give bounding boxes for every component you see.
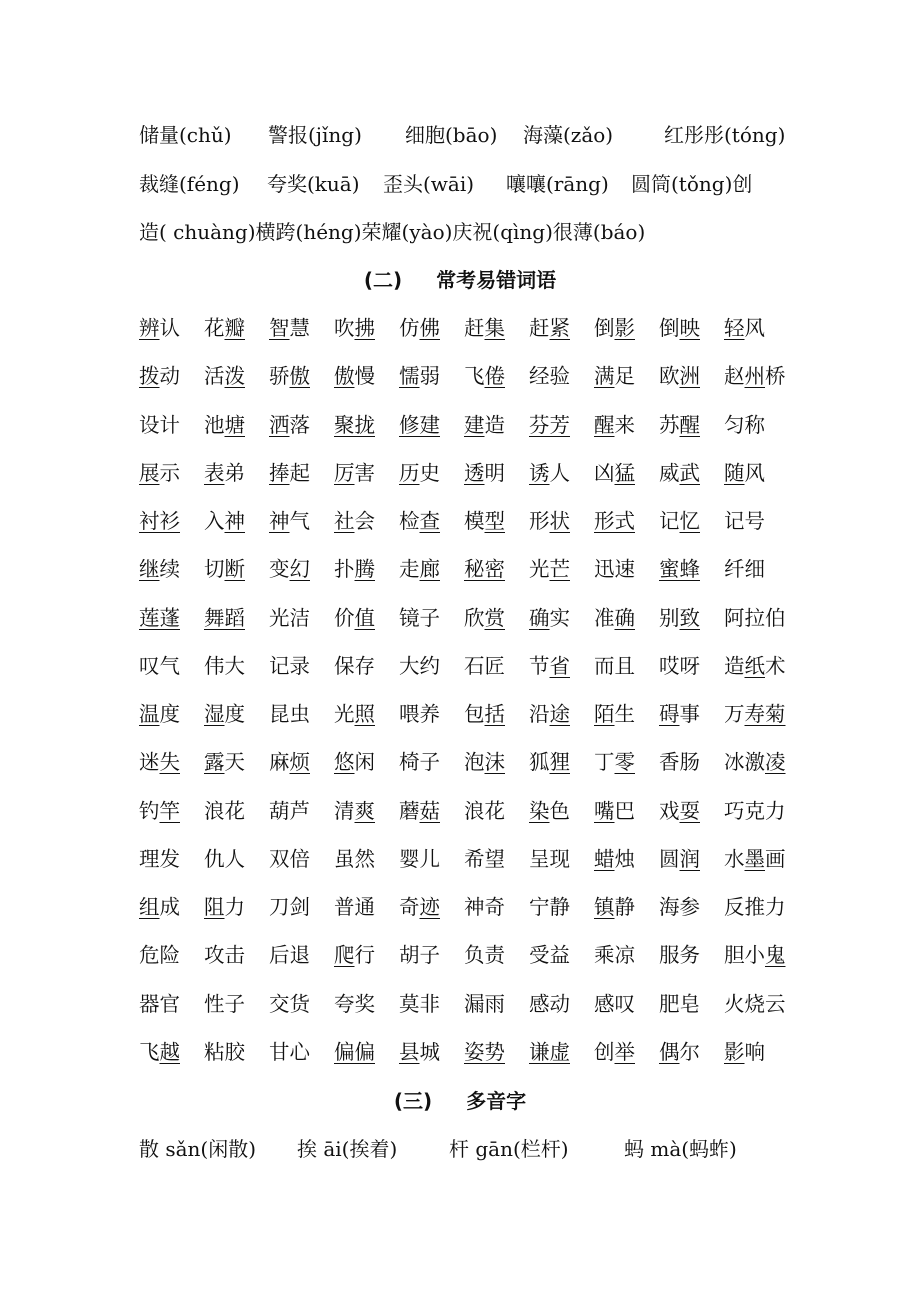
vocab-word: 光芒 [529,557,570,581]
vocab-word: 芬芳 [529,413,570,437]
vocab-word: 反推力 [724,895,786,919]
vocab-word: 秘密 [464,557,505,581]
vocab-word: 光洁 [269,606,310,630]
vocab-word: 别致 [659,606,700,630]
vocab-word: 价值 [334,606,375,630]
vocab-word: 钓竿 [139,799,180,823]
vocab-word: 陌生 [594,702,635,726]
vocab-word: 洒落 [269,413,310,437]
vocab-word: 组成 [139,895,180,919]
vocab-word: 婴儿 [399,847,440,871]
vocab-row [139,507,819,537]
vocab-word: 设计 [139,413,180,437]
vocab-word: 麻烦 [269,750,310,774]
vocab-word: 交货 [269,992,310,1016]
vocab-row [139,990,819,1020]
vocab-word: 历史 [399,461,440,485]
vocab-row [139,700,819,730]
vocab-word: 蜡烛 [594,847,635,871]
pinyin-entry: 嚷嚷(rāng) [506,172,609,196]
vocab-word: 姿势 [464,1040,505,1064]
vocab-word: 偏偏 [334,1040,375,1064]
vocab-word: 飞倦 [464,364,505,388]
vocab-word: 走廊 [399,557,440,581]
vocab-word: 戏耍 [659,799,700,823]
vocab-word: 危险 [139,943,180,967]
vocab-word: 沿途 [529,702,570,726]
vocab-word: 创举 [594,1040,635,1064]
vocab-word: 性子 [204,992,245,1016]
vocab-word: 切断 [204,557,245,581]
vocab-word: 聚拢 [334,413,375,437]
vocab-word: 受益 [529,943,570,967]
vocab-word: 赵州桥 [724,364,786,388]
pinyin-line-3 [139,218,839,246]
vocab-word: 香肠 [659,750,700,774]
vocab-word: 表弟 [204,461,245,485]
vocab-word: 奇迹 [399,895,440,919]
vocab-row [139,893,819,923]
polyphone-entry: 蚂 mà(蚂蚱) [624,1137,737,1161]
vocab-word: 宁静 [529,895,570,919]
vocab-row [139,748,819,778]
vocab-word: 县城 [399,1040,440,1064]
vocab-word: 欧洲 [659,364,700,388]
vocab-word: 粘胶 [204,1040,245,1064]
vocab-word: 欣赏 [464,606,505,630]
vocab-word: 浪花 [204,799,245,823]
section-number: (二) [363,268,403,292]
pinyin-entry: 歪头(wāi) [383,172,475,196]
vocab-word: 衬衫 [139,509,180,533]
vocab-row [139,314,819,344]
vocab-word: 辨认 [139,316,180,340]
vocab-word: 舞蹈 [204,606,245,630]
pinyin-entry: 红彤彤(tóng) [664,123,786,147]
vocab-word: 迷失 [139,750,180,774]
vocab-word: 丁零 [594,750,635,774]
vocab-word: 匀称 [724,413,765,437]
vocab-word: 服务 [659,943,700,967]
vocab-word: 冰激凌 [724,750,786,774]
vocab-word: 倒影 [594,316,635,340]
pinyin-entry: 圆筒(tǒng)创 [631,172,753,196]
pinyin-entry: 警报(jǐng) [268,123,362,147]
vocab-word: 希望 [464,847,505,871]
vocab-word: 阻力 [204,895,245,919]
vocab-word: 苏醒 [659,413,700,437]
vocab-word: 普通 [334,895,375,919]
vocab-word: 透明 [464,461,505,485]
vocab-word: 活泼 [204,364,245,388]
vocab-word: 湿度 [204,702,245,726]
vocab-word: 记忆 [659,509,700,533]
vocab-word: 赶集 [464,316,505,340]
vocab-word: 莫非 [399,992,440,1016]
vocab-word: 骄傲 [269,364,310,388]
vocab-word: 池塘 [204,413,245,437]
vocab-word: 展示 [139,461,180,485]
vocab-word: 记录 [269,654,310,678]
pinyin-entry: 海藻(zǎo) [523,123,614,147]
vocab-word: 温度 [139,702,180,726]
vocab-word: 造纸术 [724,654,786,678]
vocab-word: 双倍 [269,847,310,871]
vocab-word: 包括 [464,702,505,726]
vocab-word: 叹气 [139,654,180,678]
vocab-word: 哎呀 [659,654,700,678]
vocab-word: 建造 [464,413,505,437]
vocab-word: 形状 [529,509,570,533]
vocab-word: 花瓣 [204,316,245,340]
vocab-word: 入神 [204,509,245,533]
vocab-word: 葫芦 [269,799,310,823]
pinyin-entry: 储量(chǔ) [139,123,232,147]
vocab-word: 保存 [334,654,375,678]
vocab-word: 变幻 [269,557,310,581]
vocab-word: 威武 [659,461,700,485]
vocab-word: 倒映 [659,316,700,340]
vocab-word: 后退 [269,943,310,967]
vocab-word: 巧克力 [724,799,786,823]
section-number: (三) [393,1089,433,1113]
section-title: 常考易错词语 [436,268,557,292]
vocab-word: 蜜蜂 [659,557,700,581]
vocab-word: 万寿菊 [724,702,786,726]
vocab-word: 拨动 [139,364,180,388]
vocab-word: 莲蓬 [139,606,180,630]
vocab-word: 轻风 [724,316,765,340]
vocab-word: 狐狸 [529,750,570,774]
vocab-word: 镜子 [399,606,440,630]
vocab-row [139,941,819,971]
pinyin-line-1 [139,121,839,149]
vocab-word: 夸奖 [334,992,375,1016]
polyphone-entry: 挨 āi(挨着) [297,1137,398,1161]
vocab-row [139,604,819,634]
vocab-word: 感动 [529,992,570,1016]
vocab-word: 准确 [594,606,635,630]
vocab-word: 傲慢 [334,364,375,388]
vocab-word: 影响 [724,1040,765,1064]
vocab-row [139,845,819,875]
vocab-word: 喂养 [399,702,440,726]
vocab-row [139,797,819,827]
vocab-word: 感叹 [594,992,635,1016]
pinyin-entry: 裁缝(féng) [139,172,240,196]
vocab-word: 虽然 [334,847,375,871]
vocab-word: 圆润 [659,847,700,871]
vocab-word: 昆虫 [269,702,310,726]
vocab-word: 智慧 [269,316,310,340]
pinyin-line-2 [139,170,839,198]
vocab-word: 攻击 [204,943,245,967]
vocab-word: 椅子 [399,750,440,774]
vocab-word: 镇静 [594,895,635,919]
vocab-word: 懦弱 [399,364,440,388]
vocab-word: 凶猛 [594,461,635,485]
vocab-word: 仿佛 [399,316,440,340]
vocab-word: 节省 [529,654,570,678]
vocab-word: 光照 [334,702,375,726]
vocab-word: 理发 [139,847,180,871]
vocab-word: 胆小鬼 [724,943,786,967]
vocab-word: 爬行 [334,943,375,967]
polyphone-line [139,1135,839,1163]
vocab-word: 碍事 [659,702,700,726]
vocab-word: 形式 [594,509,635,533]
pinyin-entry: 夸奖(kuā) [267,172,360,196]
vocab-word: 神奇 [464,895,505,919]
vocab-word: 石匠 [464,654,505,678]
vocab-word: 吹拂 [334,316,375,340]
vocab-word: 厉害 [334,461,375,485]
vocab-word: 肥皂 [659,992,700,1016]
vocab-word: 扑腾 [334,557,375,581]
vocab-word: 经验 [529,364,570,388]
section-title: 多音字 [466,1089,527,1113]
vocab-word: 模型 [464,509,505,533]
vocab-row [139,555,819,585]
vocab-word: 器官 [139,992,180,1016]
vocab-word: 确实 [529,606,570,630]
vocab-word: 乘凉 [594,943,635,967]
vocab-word: 修建 [399,413,440,437]
vocab-word: 随风 [724,461,765,485]
vocab-row [139,411,819,441]
vocab-word: 嘴巴 [594,799,635,823]
vocab-word: 刀剑 [269,895,310,919]
vocab-word: 继续 [139,557,180,581]
vocab-word: 飞越 [139,1040,180,1064]
vocab-word: 大约 [399,654,440,678]
vocab-word: 伟大 [204,654,245,678]
vocab-word: 醒来 [594,413,635,437]
pinyin-entry: 细胞(bāo) [405,123,498,147]
vocab-word: 纤细 [724,557,765,581]
vocab-word: 蘑菇 [399,799,440,823]
vocab-word: 露天 [204,750,245,774]
polyphone-entry: 散 sǎn(闲散) [139,1137,257,1161]
vocab-row [139,1038,819,1068]
vocab-row [139,652,819,682]
vocab-word: 漏雨 [464,992,505,1016]
vocab-word: 神气 [269,509,310,533]
vocab-word: 满足 [594,364,635,388]
vocab-word: 而且 [594,654,635,678]
pinyin-entry: 造( chuàng)横跨(héng)荣耀(yào)庆祝(qìng)很薄(báo) [139,220,646,244]
vocab-word: 诱人 [529,461,570,485]
polyphone-entry: 杆 gān(栏杆) [449,1137,569,1161]
vocab-row [139,362,819,392]
vocab-word: 清爽 [334,799,375,823]
vocab-word: 浪花 [464,799,505,823]
vocab-word: 泡沫 [464,750,505,774]
vocab-word: 胡子 [399,943,440,967]
vocab-word: 海参 [659,895,700,919]
vocab-word: 甘心 [269,1040,310,1064]
section-heading-3 [0,1087,920,1115]
vocab-word: 检查 [399,509,440,533]
vocab-word: 呈现 [529,847,570,871]
section-heading-2 [0,266,920,294]
vocab-word: 赶紧 [529,316,570,340]
vocab-word: 迅速 [594,557,635,581]
vocab-word: 阿拉伯 [724,606,786,630]
vocab-word: 火烧云 [724,992,786,1016]
vocab-word: 染色 [529,799,570,823]
vocab-word: 仇人 [204,847,245,871]
vocab-word: 谦虚 [529,1040,570,1064]
vocab-word: 水墨画 [724,847,786,871]
vocab-word: 负责 [464,943,505,967]
vocab-word: 捧起 [269,461,310,485]
vocab-row [139,459,819,489]
vocab-word: 记号 [724,509,765,533]
vocab-word: 偶尔 [659,1040,700,1064]
vocab-word: 社会 [334,509,375,533]
vocab-word: 悠闲 [334,750,375,774]
